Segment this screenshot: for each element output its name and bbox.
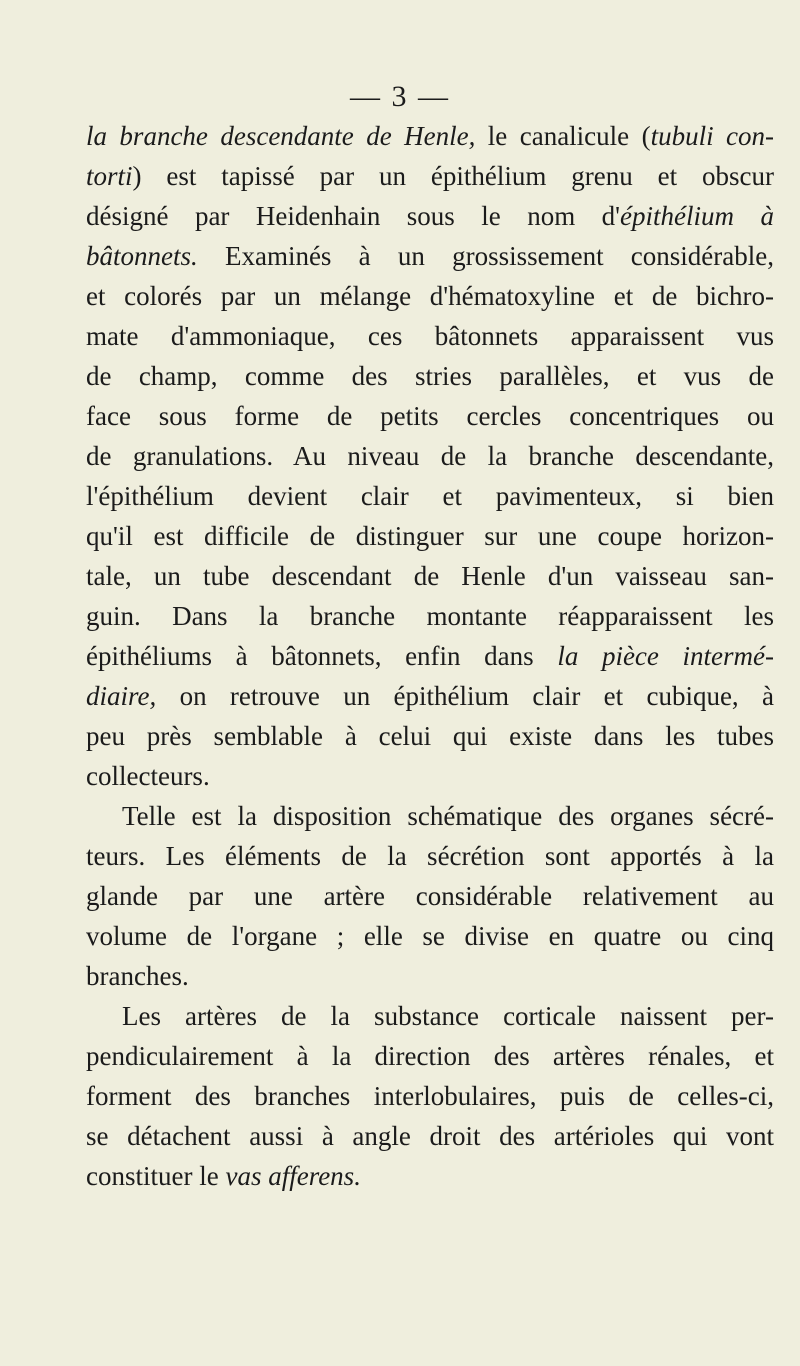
text-line [86, 636, 774, 676]
page-number: — 3 — [350, 80, 450, 113]
text-line [86, 676, 774, 716]
text-run: branches. [86, 961, 189, 991]
text-run: ) est tapissé par un épithélium grenu et obscur [132, 161, 774, 191]
text-line [86, 196, 774, 236]
text-run: peu près semblable à celui qui existe dans les tubes [86, 721, 774, 751]
text-run: qu'il est difficile de distinguer sur une coupe horizon- [86, 521, 774, 551]
text-run: Les artères de la substance corticale naissent per- [122, 1001, 774, 1031]
text-line [86, 116, 774, 156]
italic-text: la branche descendante de Henle, [86, 121, 476, 151]
text-line [86, 1116, 774, 1156]
text-line [86, 956, 774, 996]
text-run: Examinés à un grossissement considérable, [197, 241, 774, 271]
text-run: Telle est la disposition schématique des organes sécré- [122, 801, 774, 831]
text-run: teurs. Les éléments de la sécrétion sont apportés à la [86, 841, 774, 871]
italic-text: tubuli con- [650, 121, 775, 151]
text-run: face sous forme de petits cercles concentriques ou [86, 401, 774, 431]
italic-text: bâtonnets. [86, 241, 198, 271]
text-line [86, 596, 774, 636]
text-line [86, 436, 774, 476]
text-run: volume de l'organe ; elle se divise en quatre ou cinq [86, 921, 774, 951]
text-run: on retrouve un épithélium clair et cubique, à [156, 681, 774, 711]
text-run: se détachent aussi à angle droit des artérioles qui vont [86, 1121, 774, 1151]
text-line [86, 396, 774, 436]
text-line [86, 756, 774, 796]
text-line [86, 796, 774, 836]
text-run: de champ, comme des stries parallèles, et vus de [86, 361, 774, 391]
paragraph [86, 116, 774, 796]
text-line [86, 716, 774, 756]
text-line [86, 556, 774, 596]
text-run: guin. Dans la branche montante réapparaissent les [86, 601, 774, 631]
italic-text: épithélium à [620, 201, 774, 231]
text-line [86, 356, 774, 396]
text-run: le canalicule ( [475, 121, 651, 151]
text-line [86, 236, 774, 276]
text-run: pendiculairement à la direction des artères rénales, et [86, 1041, 774, 1071]
text-line [86, 276, 774, 316]
text-line [86, 1076, 774, 1116]
text-line [86, 876, 774, 916]
italic-text: torti [86, 161, 133, 191]
text-run: constituer le [86, 1161, 226, 1191]
italic-text: la pièce intermé- [557, 641, 774, 671]
text-line [86, 836, 774, 876]
text-run: tale, un tube descendant de Henle d'un vaisseau san- [86, 561, 774, 591]
body-text [86, 116, 774, 1196]
text-run: désigné par Heidenhain sous le nom d' [86, 201, 621, 231]
text-line [86, 916, 774, 956]
text-run: forment des branches interlobulaires, puis de celles-ci, [86, 1081, 774, 1111]
text-run: l'épithélium devient clair et pavimenteux, si bien [86, 481, 774, 511]
italic-text: diaire, [86, 681, 157, 711]
text-line [86, 316, 774, 356]
text-line [86, 476, 774, 516]
text-line [86, 156, 774, 196]
text-run: de granulations. Au niveau de la branche descendante, [86, 441, 774, 471]
text-line [86, 516, 774, 556]
text-line [86, 1036, 774, 1076]
text-run: épithéliums à bâtonnets, enfin dans [86, 641, 558, 671]
text-run: glande par une artère considérable relativement au [86, 881, 774, 911]
paragraph [86, 996, 774, 1196]
text-line [86, 996, 774, 1036]
text-run: mate d'ammoniaque, ces bâtonnets apparaissent vus [86, 321, 774, 351]
text-line [86, 1156, 774, 1196]
text-run: et colorés par un mélange d'hématoxyline et de bichro- [86, 281, 774, 311]
italic-text: vas afferens. [225, 1161, 361, 1191]
paragraph [86, 796, 774, 996]
text-run: collecteurs. [86, 761, 210, 791]
